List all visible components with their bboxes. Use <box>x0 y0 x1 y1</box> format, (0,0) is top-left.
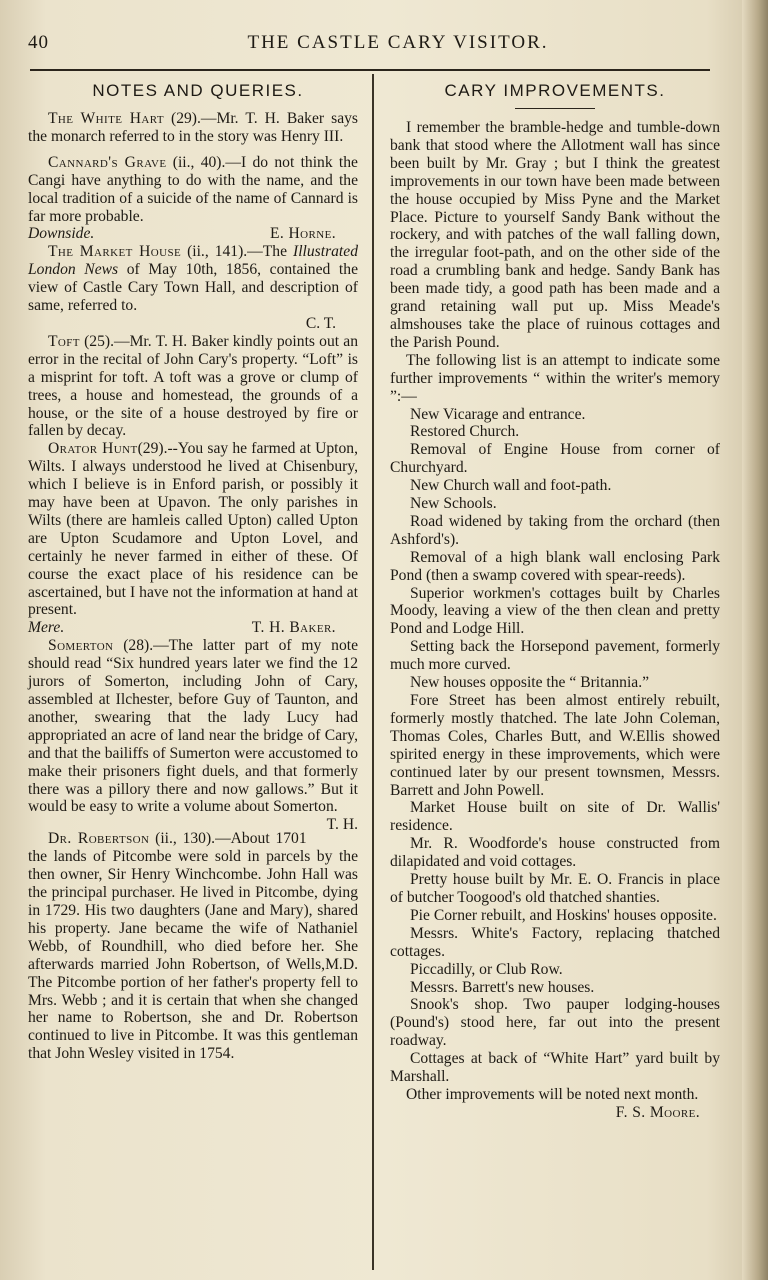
note-market-house <box>28 243 358 315</box>
closing-text: Other improvements will be noted next month. <box>406 1085 699 1103</box>
note-text: (25).—Mr. T. H. Baker kindly points out an error in the recital of John Cary's property. “Loft” is a misprint for toft. A toft was a grove or clump of trees, a house and homestead, the grounds of a house, or the site of a house destroyed by fire or fallen by decay. <box>28 332 358 440</box>
list-item: New Church wall and foot-path. <box>410 477 612 495</box>
note-title: Dr. Robertson <box>48 830 150 848</box>
note-white-hart <box>28 110 358 146</box>
list-item: Restored Church. <box>410 423 520 441</box>
signature-line <box>28 225 358 243</box>
closing-paragraph <box>390 1085 720 1121</box>
note-title: Somerton <box>48 637 114 655</box>
list-item: Cottages at back of “White Hart” yard built by Marshall. <box>390 1050 720 1086</box>
signature-name: T. H. Baker. <box>251 619 336 637</box>
note-text: (ii., 130).—About 1701 the lands of Pitcombe were sold in parcels by the then owner, Sir Henry Winchcombe. John Hall was the principal purchaser. He lived in Pitcombe, dying in 1729. His two daughters (Jane and Mary), shared his property. Jane became the wife of Nathaniel Webb, of Roundhill, who died before her. She afterwards married John Robertson, of Wells,M.D. The Pitcombe portion of her father's property fell to Mrs. Webb ; and it is certain that when she changed her name to Robertson, she and Dr. Robertson continued to live in Pitcombe. It was this gentleman that John Wesley visited in 1754. <box>28 830 358 1063</box>
note-text: (28).—The latter part of my note should read “Six hundred years later we find the 12 jurors of Somerton, including John of Cary, assembled at Ilchester, before Guy of Taunton, and another, swearing that the lady Lucy had appropriated an acre of land near the bridge of Cary, and that the bailiffs of Sumerton were accustomed to make their prisoners fight duels, and that formerly there was a pillory there and now gallows.” But it would be easy to write a volume about Somerton. <box>28 637 358 816</box>
list-item: Setting back the Horsepond pavement, formerly much more curved. <box>390 638 720 674</box>
heading-rule <box>515 108 595 109</box>
signature-line <box>28 619 358 637</box>
signature-name: C. T. <box>305 314 336 332</box>
note-somerton <box>28 637 358 834</box>
note-text: (ii., 40).—I do not think the Cangi have anything to do with the name, and the local tradition of a suicide of the name of Cannard is far more probable. <box>28 153 358 225</box>
list-item: Road widened by taking from the orchard (then Ashford's). <box>390 512 720 548</box>
list-item: Messrs. White's Factory, replacing thatched cottages. <box>390 924 720 960</box>
note-title: Cannard's Grave <box>48 153 167 171</box>
article-intro: I remember the bramble-hedge and tumble-down bank that stood where the Allotment wall has since been built by Mr. Gray ; but I think the greatest improvements in our town have been made between the house occupied by Miss Pyne and the Market Place. Picture to yourself Sandy Bank without the rockery, and with patches of the wall falling down, the irregular foot-path, and on the other side of the road a crumbling bank and hedge. Sandy Bank has been made tidy, a good path has been made and a grand retaining wall put up. Miss Meade's almshouses take the place of ruinous cottages and the Parish Pound. <box>390 119 720 351</box>
signature-place: Mere. <box>28 619 65 637</box>
list-item: Pie Corner rebuilt, and Hoskins' houses opposite. <box>410 906 717 924</box>
signature-line <box>28 315 358 333</box>
note-cannards-grave <box>28 154 358 226</box>
list-item: Pretty house built by Mr. E. O. Francis in place of butcher Toogood's old thatched shanties. <box>390 871 720 906</box>
note-text: of May 10th, 1856, contained the view of Castle Cary Town Hall, and description of same, referred to. <box>28 261 358 315</box>
note-title: The White Hart <box>48 110 164 127</box>
list-item: Fore Street has been almost entirely rebuilt, formerly mostly thatched. The late John Coleman, Thomas Coles, Charles Butt, and W.Ellis showed spirited energy in these improvements, which were continued later by our present townsmen, Messrs. Barrett and John Powell. <box>390 692 720 799</box>
list-item: New Vicarage and entrance. <box>410 405 586 423</box>
running-header <box>28 30 728 58</box>
article-signature: F. S. Moore. <box>615 1103 700 1121</box>
note-dr-robertson <box>28 830 358 1063</box>
list-item: Market House built on site of Dr. Wallis' residence. <box>390 799 720 835</box>
list-item: Piccadilly, or Club Row. <box>410 960 563 978</box>
list-item: Removal of a high blank wall enclosing Park Pond (then a swamp covered with spear-reeds). <box>390 548 720 584</box>
list-intro: The following list is an attempt to indicate some further improvements “ within the writer's memory ”:— <box>390 351 720 405</box>
note-title: Toft <box>48 332 80 350</box>
list-item: Superior workmen's cottages built by Charles Moody, leaving a view of the then clean and pretty Pond and Lodge Hill. <box>390 584 720 638</box>
list-item: Snook's shop. Two pauper lodging-houses (Pound's) stood here, far out into the present roadway. <box>390 996 720 1050</box>
list-item: Removal of Engine House from corner of Churchyard. <box>390 441 720 477</box>
note-text: (29).--You say he farmed at Upton, Wilts. I always understood he lived at Chisenbury, which I believe is in Enford parish, or possibly it may have been at Upavon. The only parishes in Wilts (there are hamleis called Upton) called Upton are Upton Scudamore and Upton Lovel, and certainly he never farmed in either of these. Of course the exact place of his residence can be ascertained, but I have not the information at hand at present. <box>28 440 358 619</box>
improvements-list <box>390 406 720 1086</box>
note-title: The Market House <box>48 243 182 261</box>
list-item: Messrs. Barrett's new houses. <box>410 978 595 996</box>
list-item: New Schools. <box>410 495 497 513</box>
signature-name: T. H. <box>326 816 358 834</box>
header-rule <box>30 69 710 71</box>
note-orator-hunt <box>28 440 358 619</box>
signature-name: E. Horne. <box>269 225 336 243</box>
page-edge <box>742 0 768 1280</box>
page-number: 40 <box>28 32 49 53</box>
note-text: (29).—Mr. T. H. Baker says the monarch referred to in the story was Henry III. <box>28 110 358 145</box>
list-item: New houses opposite the “ Britannia.” <box>410 674 650 692</box>
signature-place: Downside. <box>28 225 95 243</box>
notes-and-queries-column <box>28 78 358 1063</box>
newspaper-title: Illustrated London News <box>28 243 358 279</box>
column-divider <box>372 74 374 1270</box>
list-item: Mr. R. Woodforde's house constructed from dilapidated and void cottages. <box>390 835 720 871</box>
improvements-heading: CARY IMPROVEMENTS. <box>444 81 666 100</box>
cary-improvements-column <box>390 78 720 1122</box>
note-title: Orator Hunt <box>48 440 138 458</box>
notes-heading: NOTES AND QUERIES. <box>92 81 304 100</box>
note-text: (ii., 141).—The <box>181 243 294 261</box>
publication-title: THE CASTLE CARY VISITOR. <box>247 32 549 53</box>
note-toft <box>28 333 358 440</box>
